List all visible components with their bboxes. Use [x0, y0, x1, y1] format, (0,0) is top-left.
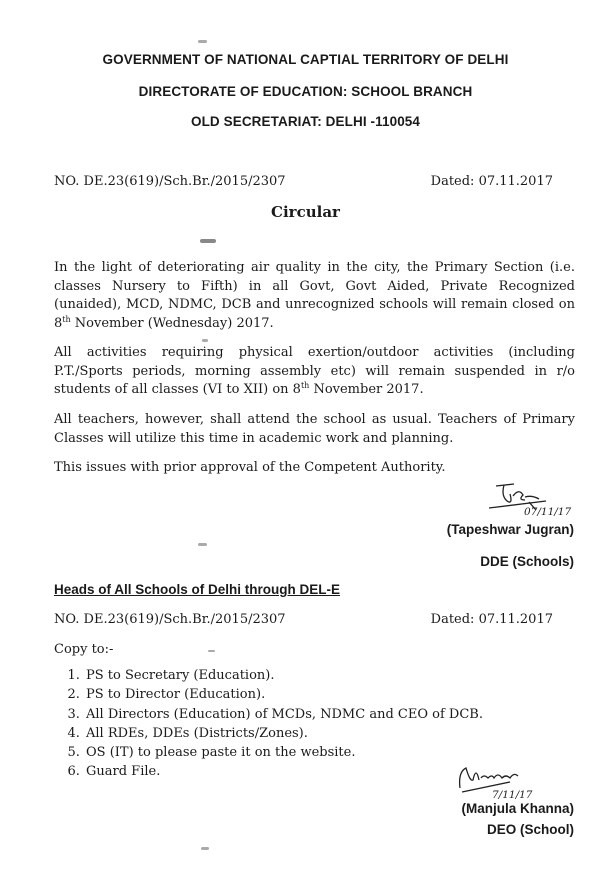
copy-to-list	[54, 666, 483, 782]
paragraph-closure	[54, 259, 575, 334]
copy-to-item: 6. Guard File.	[84, 762, 483, 781]
header-government: GOVERNMENT OF NATIONAL CAPTIAL TERRITORY OF DELHI	[102, 52, 509, 67]
signatory-2-designation: DEO (School)	[487, 822, 574, 837]
scan-speck	[198, 40, 207, 43]
scan-speck	[201, 847, 209, 850]
handwritten-signature-1	[480, 480, 580, 522]
header-address: OLD SECRETARIAT: DELHI -110054	[190, 114, 421, 129]
signatory-2-name: (Manjula Khanna)	[461, 801, 574, 816]
addressee: Heads of All Schools of Delhi through DEL-E	[54, 582, 341, 597]
paragraph-teachers: All teachers, however, shall attend the school as usual. Teachers of Primary Classes will utilize this time in academic work and planning.	[54, 412, 575, 446]
paragraph-activities-text: All activities requiring physical exertion/outdoor activities (including P.T./Sports periods, morning assembly etc) will remain suspended in r/o students of all classes (VI to XII) on 8	[54, 345, 575, 398]
reference-date: Dated: 07.11.2017	[430, 174, 553, 189]
copy-to-label: Copy to:-	[54, 642, 114, 657]
copy-to-item: 2. PS to Director (Education).	[84, 685, 483, 704]
scan-speck	[208, 650, 215, 652]
paragraph-closure-text: In the light of deteriorating air quality in the city, the Primary Section (i.e. classes Nursery to Fifth) in all Govt, Govt Aided, Private Recognized (unaided), MCD, NDMC, DCB and unrecognized schools will remain closed on 8	[54, 260, 575, 332]
signatory-1-designation: DDE (Schools)	[480, 554, 574, 569]
copy-to-item: 3. All Directors (Education) of MCDs, NDMC and CEO of DCB.	[84, 705, 483, 724]
copy-to-item: 4. All RDEs, DDEs (Districts/Zones).	[84, 724, 483, 743]
scan-speck	[198, 543, 207, 546]
paragraph-approval: This issues with prior approval of the Competent Authority.	[54, 460, 446, 475]
signatory-1-name: (Tapeshwar Jugran)	[446, 522, 574, 537]
reference-number-2: NO. DE.23(619)/Sch.Br./2015/2307	[54, 612, 286, 627]
circular-title: Circular	[271, 203, 340, 221]
paragraph-activities	[54, 344, 575, 400]
copy-to-item: 5. OS (IT) to please paste it on the website.	[84, 743, 483, 762]
signature-2-date: 7/11/17	[492, 789, 533, 801]
paragraph-closure-date: November (Wednesday) 2017.	[70, 316, 274, 332]
signature-1-date: 07/11/17	[524, 506, 572, 518]
paragraph-activities-date: November 2017.	[309, 382, 424, 398]
reference-number: NO. DE.23(619)/Sch.Br./2015/2307	[54, 174, 286, 189]
ordinal-suffix: th	[300, 381, 310, 391]
header-directorate: DIRECTORATE OF EDUCATION: SCHOOL BRANCH	[138, 84, 473, 99]
scan-speck	[200, 239, 216, 243]
ordinal-suffix: th	[62, 315, 71, 325]
scan-speck	[202, 339, 208, 342]
handwritten-signature-2	[448, 758, 548, 806]
copy-to-item: 1. PS to Secretary (Education).	[84, 666, 483, 685]
reference-date-2: Dated: 07.11.2017	[430, 612, 553, 627]
